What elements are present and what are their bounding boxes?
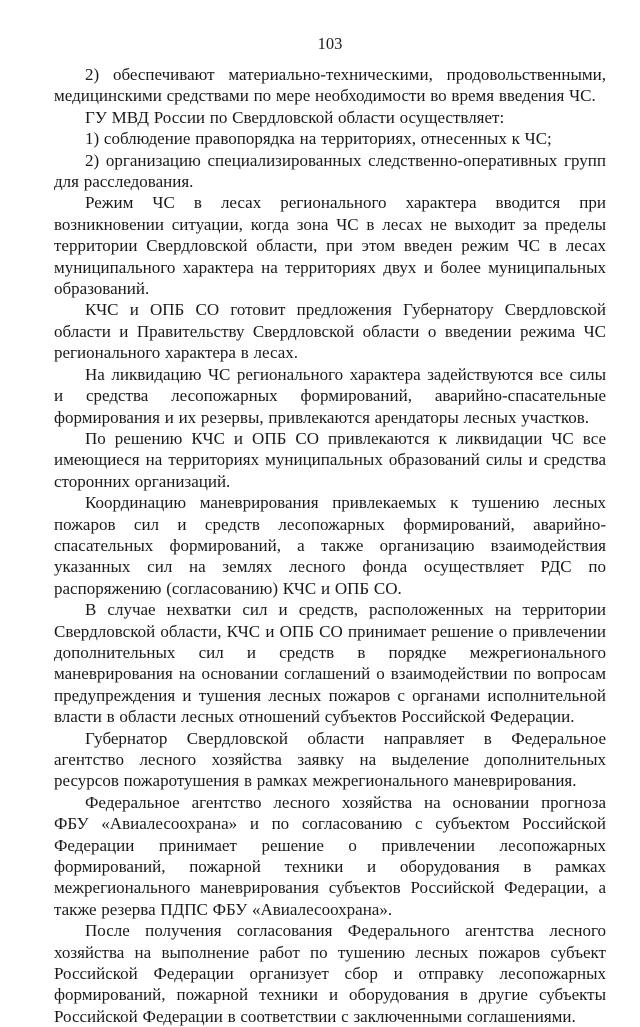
paragraph: В случае нехватки сил и средств, расположенных на территории Свердловской области, КЧС и ОПБ СО принимает решение о привлечении дополнительных сил и средств в порядке межрегионального маневрирования на основании соглашений о взаимодействии по вопросам предупреждения и тушения лесных пожаров с органами исполнительной власти в области лесных отношений субъектов Российской Федерации. <box>54 600 606 727</box>
paragraph: 2) обеспечивают материально-техническими, продовольственными, медицинскими средствами по мере необходимости во время введения ЧС. <box>54 65 606 106</box>
paragraph: Координацию маневрирования привлекаемых к тушению лесных пожаров сил и средств лесопожарных формирований, аварийно-спасательных формирований, а также организацию взаимодействия указанных сил на землях лесного фонда осуществляет РДС по распоряжению (согласованию) КЧС и ОПБ СО. <box>54 493 606 598</box>
paragraph: Губернатор Свердловской области направляет в Федеральное агентство лесного хозяйства заявку на выделение дополнительных ресурсов пожаротушения в рамках межрегионального маневрирования. <box>54 728 606 791</box>
paragraph: 2) организацию специализированных следственно-оперативных групп для расследования. <box>54 150 606 192</box>
paragraph: По решению КЧС и ОПБ СО привлекаются к ликвидации ЧС все имеющиеся на территориях муниципальных образований силы и средства сторонних организаций. <box>54 428 606 491</box>
document-text <box>54 64 606 1027</box>
paragraph: Федеральное агентство лесного хозяйства на основании прогноза ФБУ «Авиалесоохрана» и по согласованию с субъектом Российской Федерации принимает решение о привлечении лесопожарных формирований, пожарной техники и оборудования в рамках межрегионального маневрирования субъектов Российской Федерации, а также резерва ПДПС ФБУ «Авиалесоохрана». <box>54 792 606 919</box>
paragraph: На ликвидацию ЧС регионального характера задействуются все силы и средства лесопожарных формирований, аварийно-спасательные формирования и их резервы, привлекаются арендаторы лесных участков. <box>54 364 606 427</box>
paragraph: ГУ МВД России по Свердловской области осуществляет: <box>85 107 505 127</box>
paragraph: 1) соблюдение правопорядка на территориях, отнесенных к ЧС; <box>85 129 552 149</box>
paragraph: КЧС и ОПБ СО готовит предложения Губернатору Свердловской области и Правительству Свердловской области о введении режима ЧС регионального характера в лесах. <box>54 300 606 363</box>
paragraph: После получения согласования Федерального агентства лесного хозяйства на выполнение работ по тушению лесных пожаров субъект Российской Федерации организует сбор и отправку лесопожарных формирований, пожарной техники и оборудования в другие субъекты Российской Федерации в соответствии с заключенными соглашениями. <box>54 921 606 1026</box>
paragraph: Режим ЧС в лесах регионального характера вводится при возникновении ситуации, когда зона ЧС в лесах не выходит за пределы территории Свердловской области, при этом введен режим ЧС в лесах муниципального характера на территориях двух и более муниципальных образований. <box>54 193 606 299</box>
page-number: 103 <box>317 34 343 53</box>
